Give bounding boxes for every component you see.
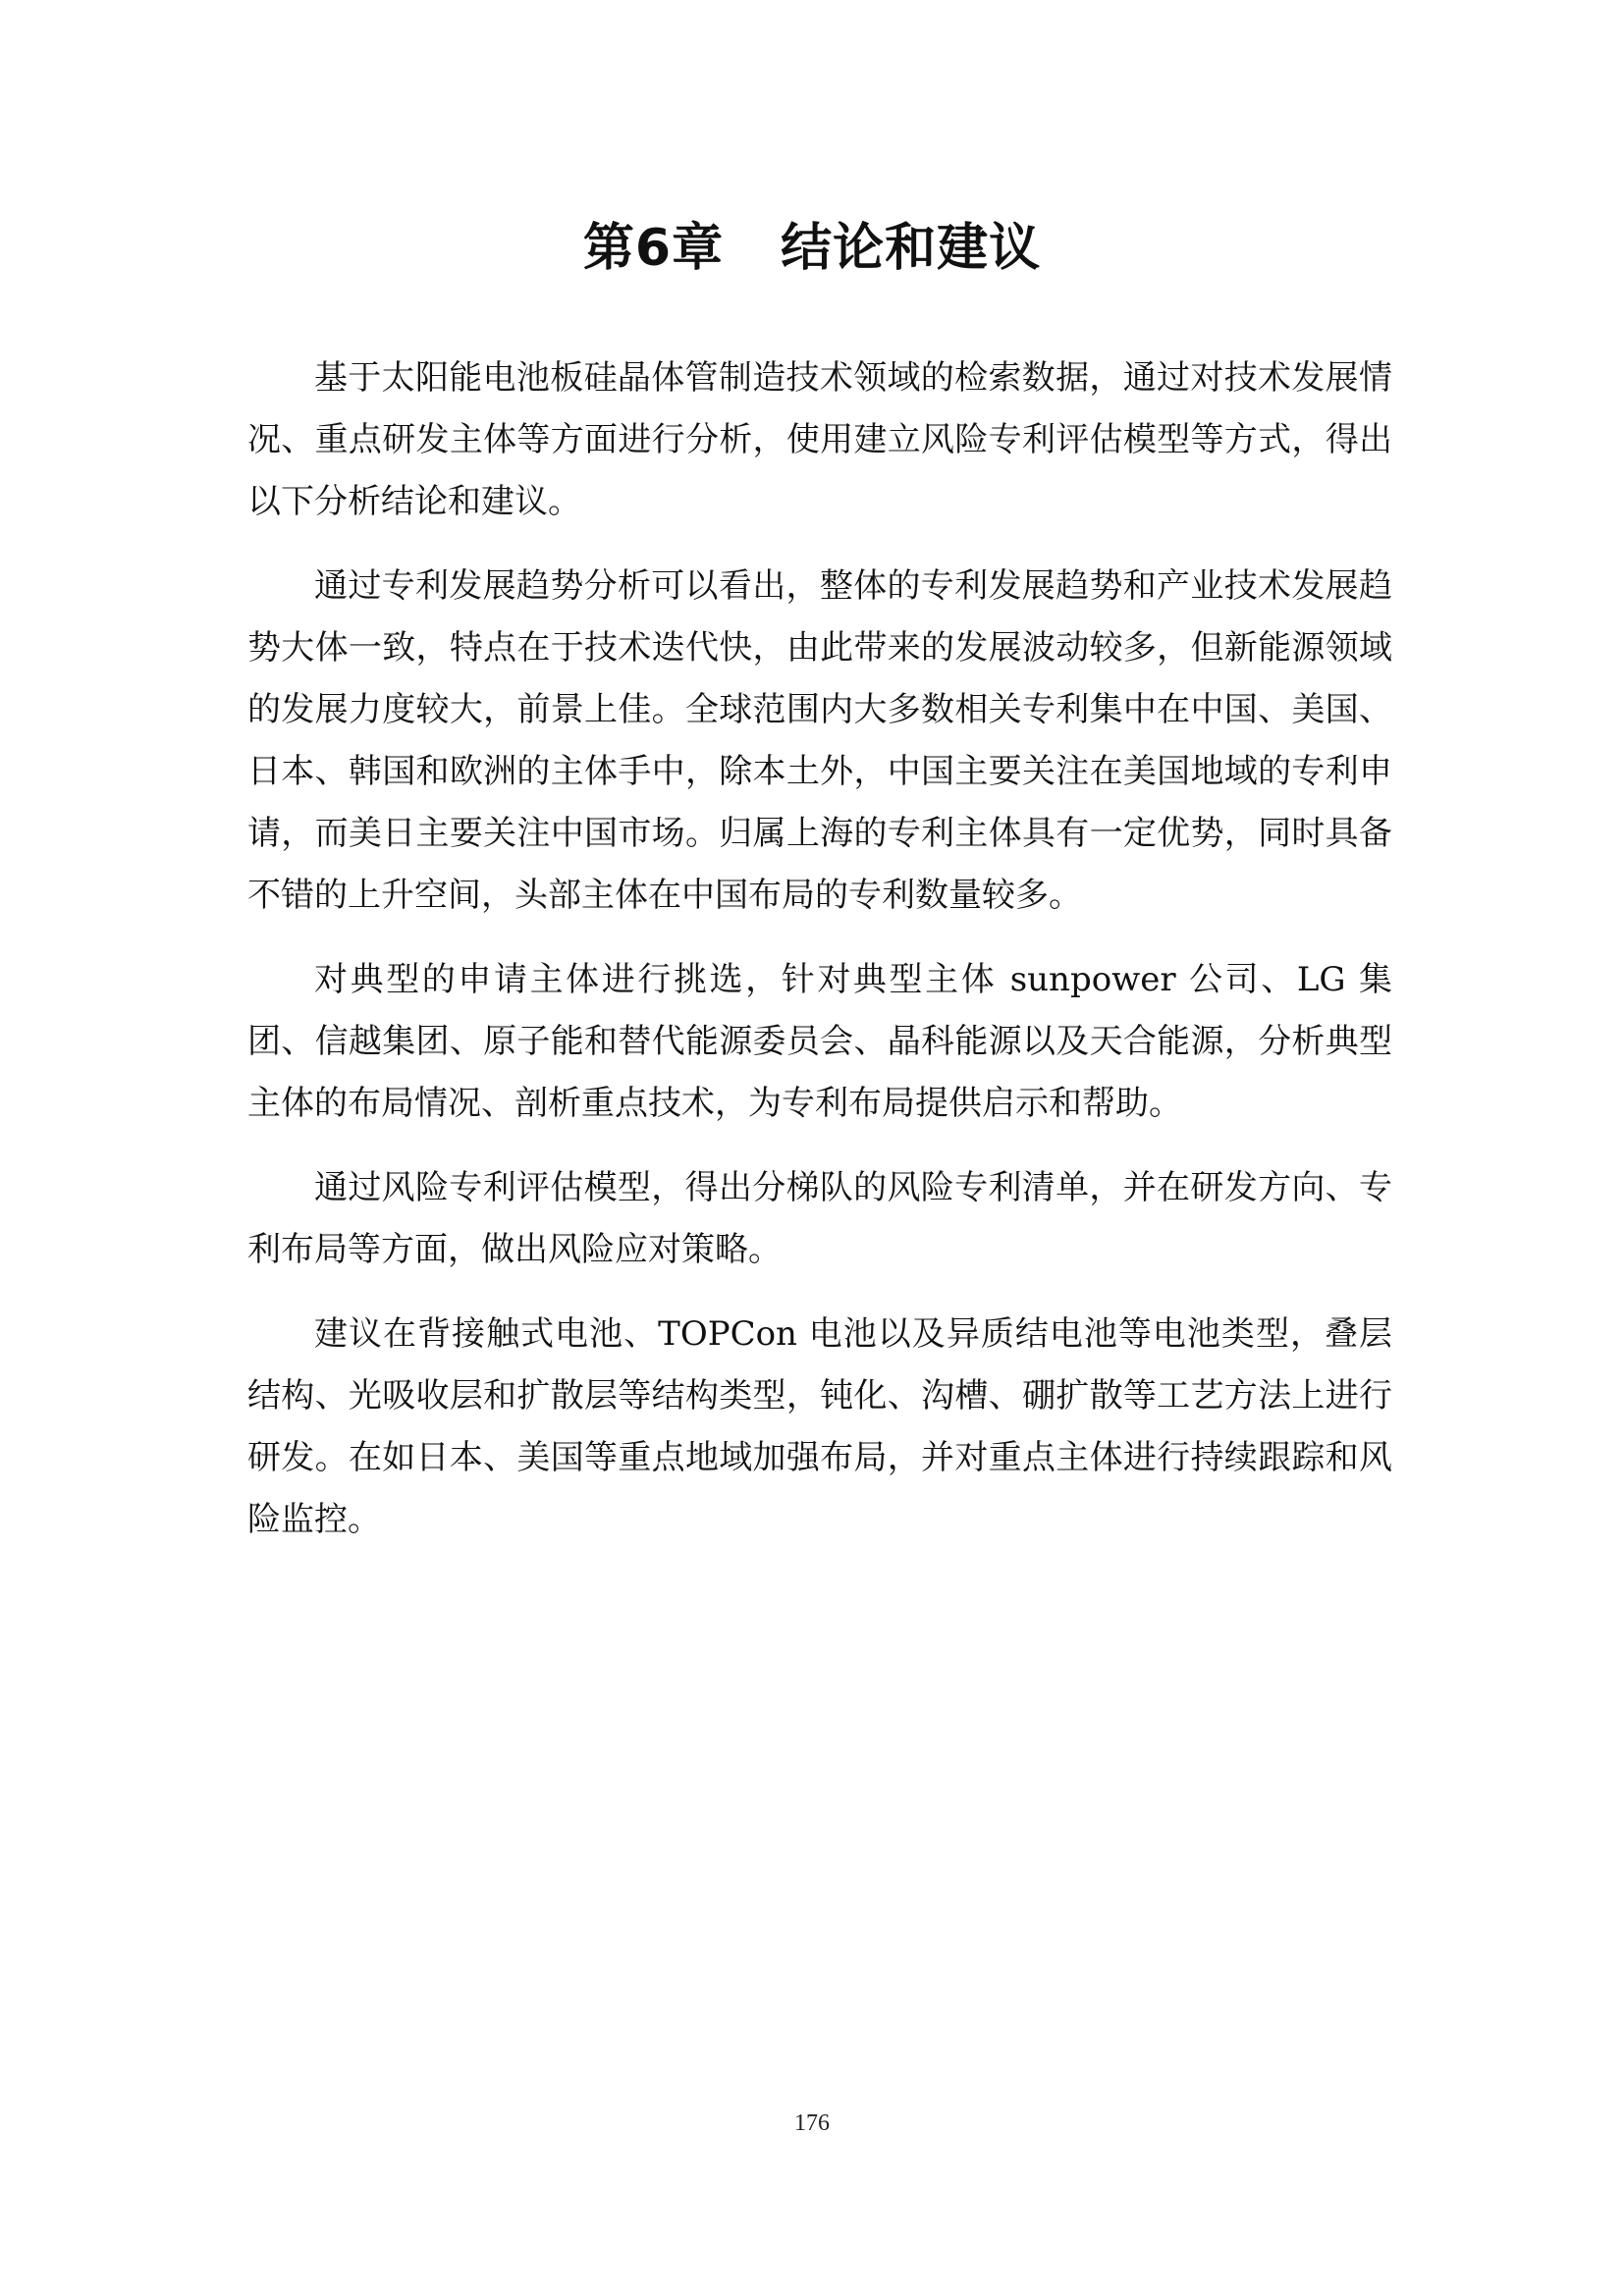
paragraph-trend-analysis: 通过专利发展趋势分析可以看出，整体的专利发展趋势和产业技术发展趋势大体一致，特点在于技术迭代快，由此带来的发展波动较多，但新能源领域的发展力度较大，前景上佳。全球范围内大多数相关专利集中在中国、美国、日本、韩国和欧洲的主体手中，除本土外，中国主要关注在美国地域的专利申请，而美日主要关注中国市场。归属上海的专利主体具有一定优势，同时具备不错的上升空间，头部主体在中国布局的专利数量较多。 <box>247 566 1392 915</box>
paragraph-typical-applicants: 对典型的申请主体进行挑选，针对典型主体 sunpower 公司、LG 集团、信越集团、原子能和替代能源委员会、晶科能源以及天合能源，分析典型主体的布局情况、剖析重点技术，为专利布局提供启示和帮助。 <box>247 960 1392 1123</box>
chapter-name: 结论和建议 <box>781 219 1042 278</box>
paragraph-recommendations: 建议在背接触式电池、TOPCon 电池以及异质结电池等电池类型，叠层结构、光吸收层和扩散层等结构类型，钝化、沟槽、硼扩散等工艺方法上进行研发。在如日本、美国等重点地域加强布局，并对重点主体进行持续跟踪和风险监控。 <box>247 1314 1392 1539</box>
paragraph-intro: 基于太阳能电池板硅晶体管制造技术领域的检索数据，通过对技术发展情况、重点研发主体等方面进行分析，使用建立风险专利评估模型等方式，得出以下分析结论和建议。 <box>247 358 1392 521</box>
page-number: 176 <box>794 2110 830 2136</box>
paragraph-risk-model: 通过风险专利评估模型，得出分梯队的风险专利清单，并在研发方向、专利布局等方面，做出风险应对策略。 <box>247 1168 1392 1269</box>
chapter-title <box>0 214 1624 283</box>
body-text <box>247 347 1392 1574</box>
chapter-number: 第6章 <box>582 219 725 278</box>
